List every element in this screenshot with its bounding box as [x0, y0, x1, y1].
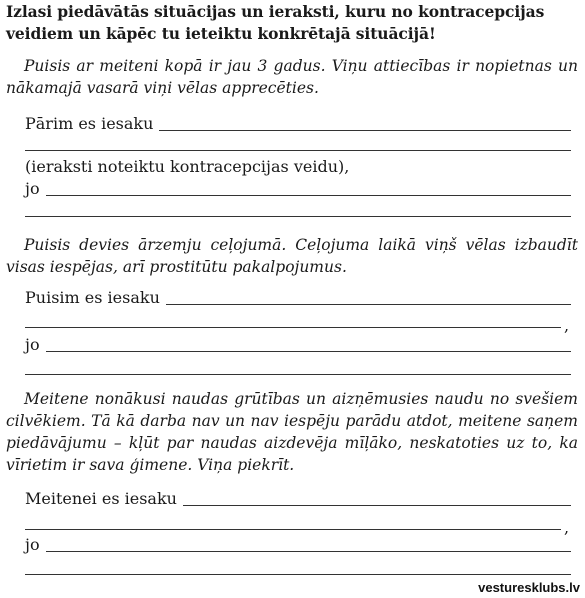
situation-1-because-row: [25, 179, 571, 199]
situation-3-because-row: [25, 535, 571, 555]
situation-3-because-blank[interactable]: [46, 551, 571, 552]
situation-2-blank-line-2[interactable]: [25, 327, 561, 328]
situation-1-suggest-label: Pārim es iesaku: [25, 114, 154, 133]
situation-2-suggest-row: [25, 288, 571, 308]
situation-2-suggest-blank[interactable]: [166, 304, 571, 305]
situation-2-because-label: jo: [25, 335, 40, 354]
situation-2-because-row: [25, 335, 571, 355]
situation-2-suggest-label: Puisim es iesaku: [25, 288, 160, 307]
situation-2-comma: ,: [564, 316, 570, 335]
situation-1-blank-line-2[interactable]: [25, 150, 571, 151]
situation-3-comma: ,: [564, 518, 570, 537]
situation-2-text: Puisis devies ārzemju ceļojumā. Ceļojuma laikā viņš vēlas izbaudīt visas iespējas, arī prostitūtu pakalpojumus.: [6, 236, 578, 276]
situation-3-suggest-blank[interactable]: [183, 505, 571, 506]
task-heading: Izlasi piedāvātās situācijas un ieraksti, kuru no kontracepcijas veidiem un kāpēc tu ieteiktu konkrētajā situācijā!: [6, 2, 545, 43]
situation-1-text: Puisis ar meiteni kopā ir jau 3 gadus. Viņu attiecības ir nopietnas un nākamajā vasarā viņi vēlas apprecēties.: [6, 57, 578, 97]
site-watermark: vesturesklubs.lv: [475, 579, 583, 596]
situation-3-blank-line-4[interactable]: [25, 574, 571, 575]
situation-3-because-label: jo: [25, 535, 40, 554]
situation-2-blank-line-4[interactable]: [25, 374, 571, 375]
situation-1-because-blank[interactable]: [46, 195, 571, 196]
situation-3-text: Meitene nonākusi naudas grūtības un aizņēmusies naudu no svešiem cilvēkiem. Tā kā darba nav un nav iespēju parādu atdot, meitene saņem piedāvājumu – kļūt par naudas aizdevēja mīļāko, neskatoties uz to, ka vīrietim ir sava ģimene. Viņa piekrīt.: [6, 390, 578, 474]
situation-2-because-blank[interactable]: [46, 351, 571, 352]
situation-1-blank-line-4[interactable]: [25, 216, 571, 217]
situation-1-because-label: jo: [25, 179, 40, 198]
situation-3-suggest-label: Meitenei es iesaku: [25, 489, 177, 508]
situation-3-blank-line-2[interactable]: [25, 529, 561, 530]
situation-1-note: (ieraksti noteiktu kontracepcijas veidu),: [25, 157, 350, 176]
situation-1-suggest-row: [25, 114, 571, 134]
situation-3-suggest-row: [25, 489, 571, 509]
situation-1-suggest-blank[interactable]: [159, 130, 571, 131]
